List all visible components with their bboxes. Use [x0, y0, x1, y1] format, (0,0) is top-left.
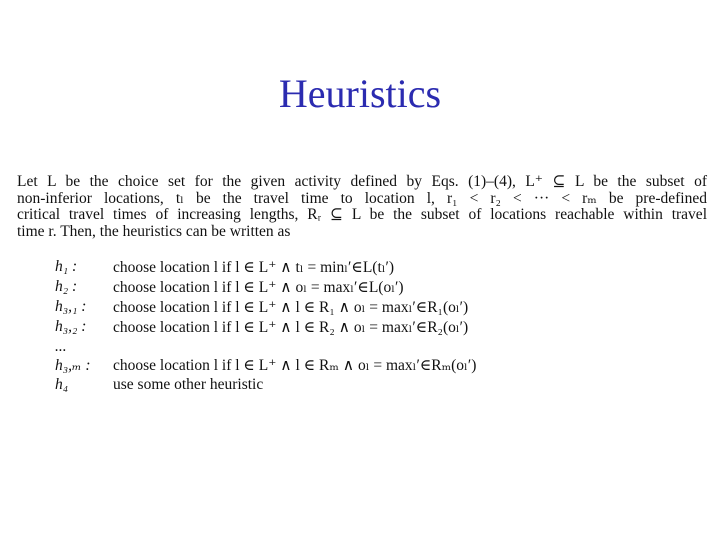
heuristic-label: h₁ : [55, 258, 78, 275]
heuristic-row [55, 318, 655, 338]
heuristic-rule: choose location l if l ∈ L⁺ ∧ l ∈ Rₘ ∧ oₗ = maxₗ′∈Rₘ(oₗ′) [113, 357, 477, 374]
heuristic-label: h₄ [55, 376, 69, 393]
heuristic-label: h₂ : [55, 278, 78, 295]
paragraph-line: Let L be the choice set for the given activity defined by Eqs. (1)–(4), L⁺ ⊆ L be the subset of [17, 173, 707, 190]
definition-paragraph [17, 174, 707, 240]
heuristic-label: h₃,₁ : [55, 298, 87, 315]
heuristic-rule: use some other heuristic [113, 376, 264, 393]
heuristic-row [55, 278, 655, 298]
heuristic-row [55, 356, 655, 376]
paragraph-line: critical travel times of increasing lengths, Rᵣ ⊆ L be the subset of locations reachable within travel [17, 206, 707, 223]
heuristic-label: h₃,₂ : [55, 318, 87, 335]
heuristics-list [55, 258, 655, 396]
heuristic-label: ... [55, 338, 67, 355]
heuristic-row [55, 376, 655, 396]
paragraph-line: time r. Then, the heuristics can be written as [17, 222, 291, 240]
heuristic-rule: choose location l if l ∈ L⁺ ∧ l ∈ R₂ ∧ oₗ = maxₗ′∈R₂(oₗ′) [113, 319, 469, 336]
slide-title: Heuristics [278, 71, 442, 116]
heuristic-rule: choose location l if l ∈ L⁺ ∧ tₗ = minₗ′∈L(tₗ′) [113, 259, 395, 276]
heuristic-row [55, 298, 655, 318]
heuristic-rule: choose location l if l ∈ L⁺ ∧ oₗ = maxₗ′∈L(oₗ′) [113, 279, 404, 296]
paragraph-line: non-inferior locations, tₗ be the travel time to location l, r₁ < r₂ < ··· < rₘ be pre-defined [17, 189, 707, 207]
heuristic-row [55, 258, 655, 278]
heuristic-rule: choose location l if l ∈ L⁺ ∧ l ∈ R₁ ∧ oₗ = maxₗ′∈R₁(oₗ′) [113, 299, 469, 316]
heuristic-label: h₃,ₘ : [55, 357, 91, 374]
heuristic-row-ellipsis [55, 338, 655, 356]
